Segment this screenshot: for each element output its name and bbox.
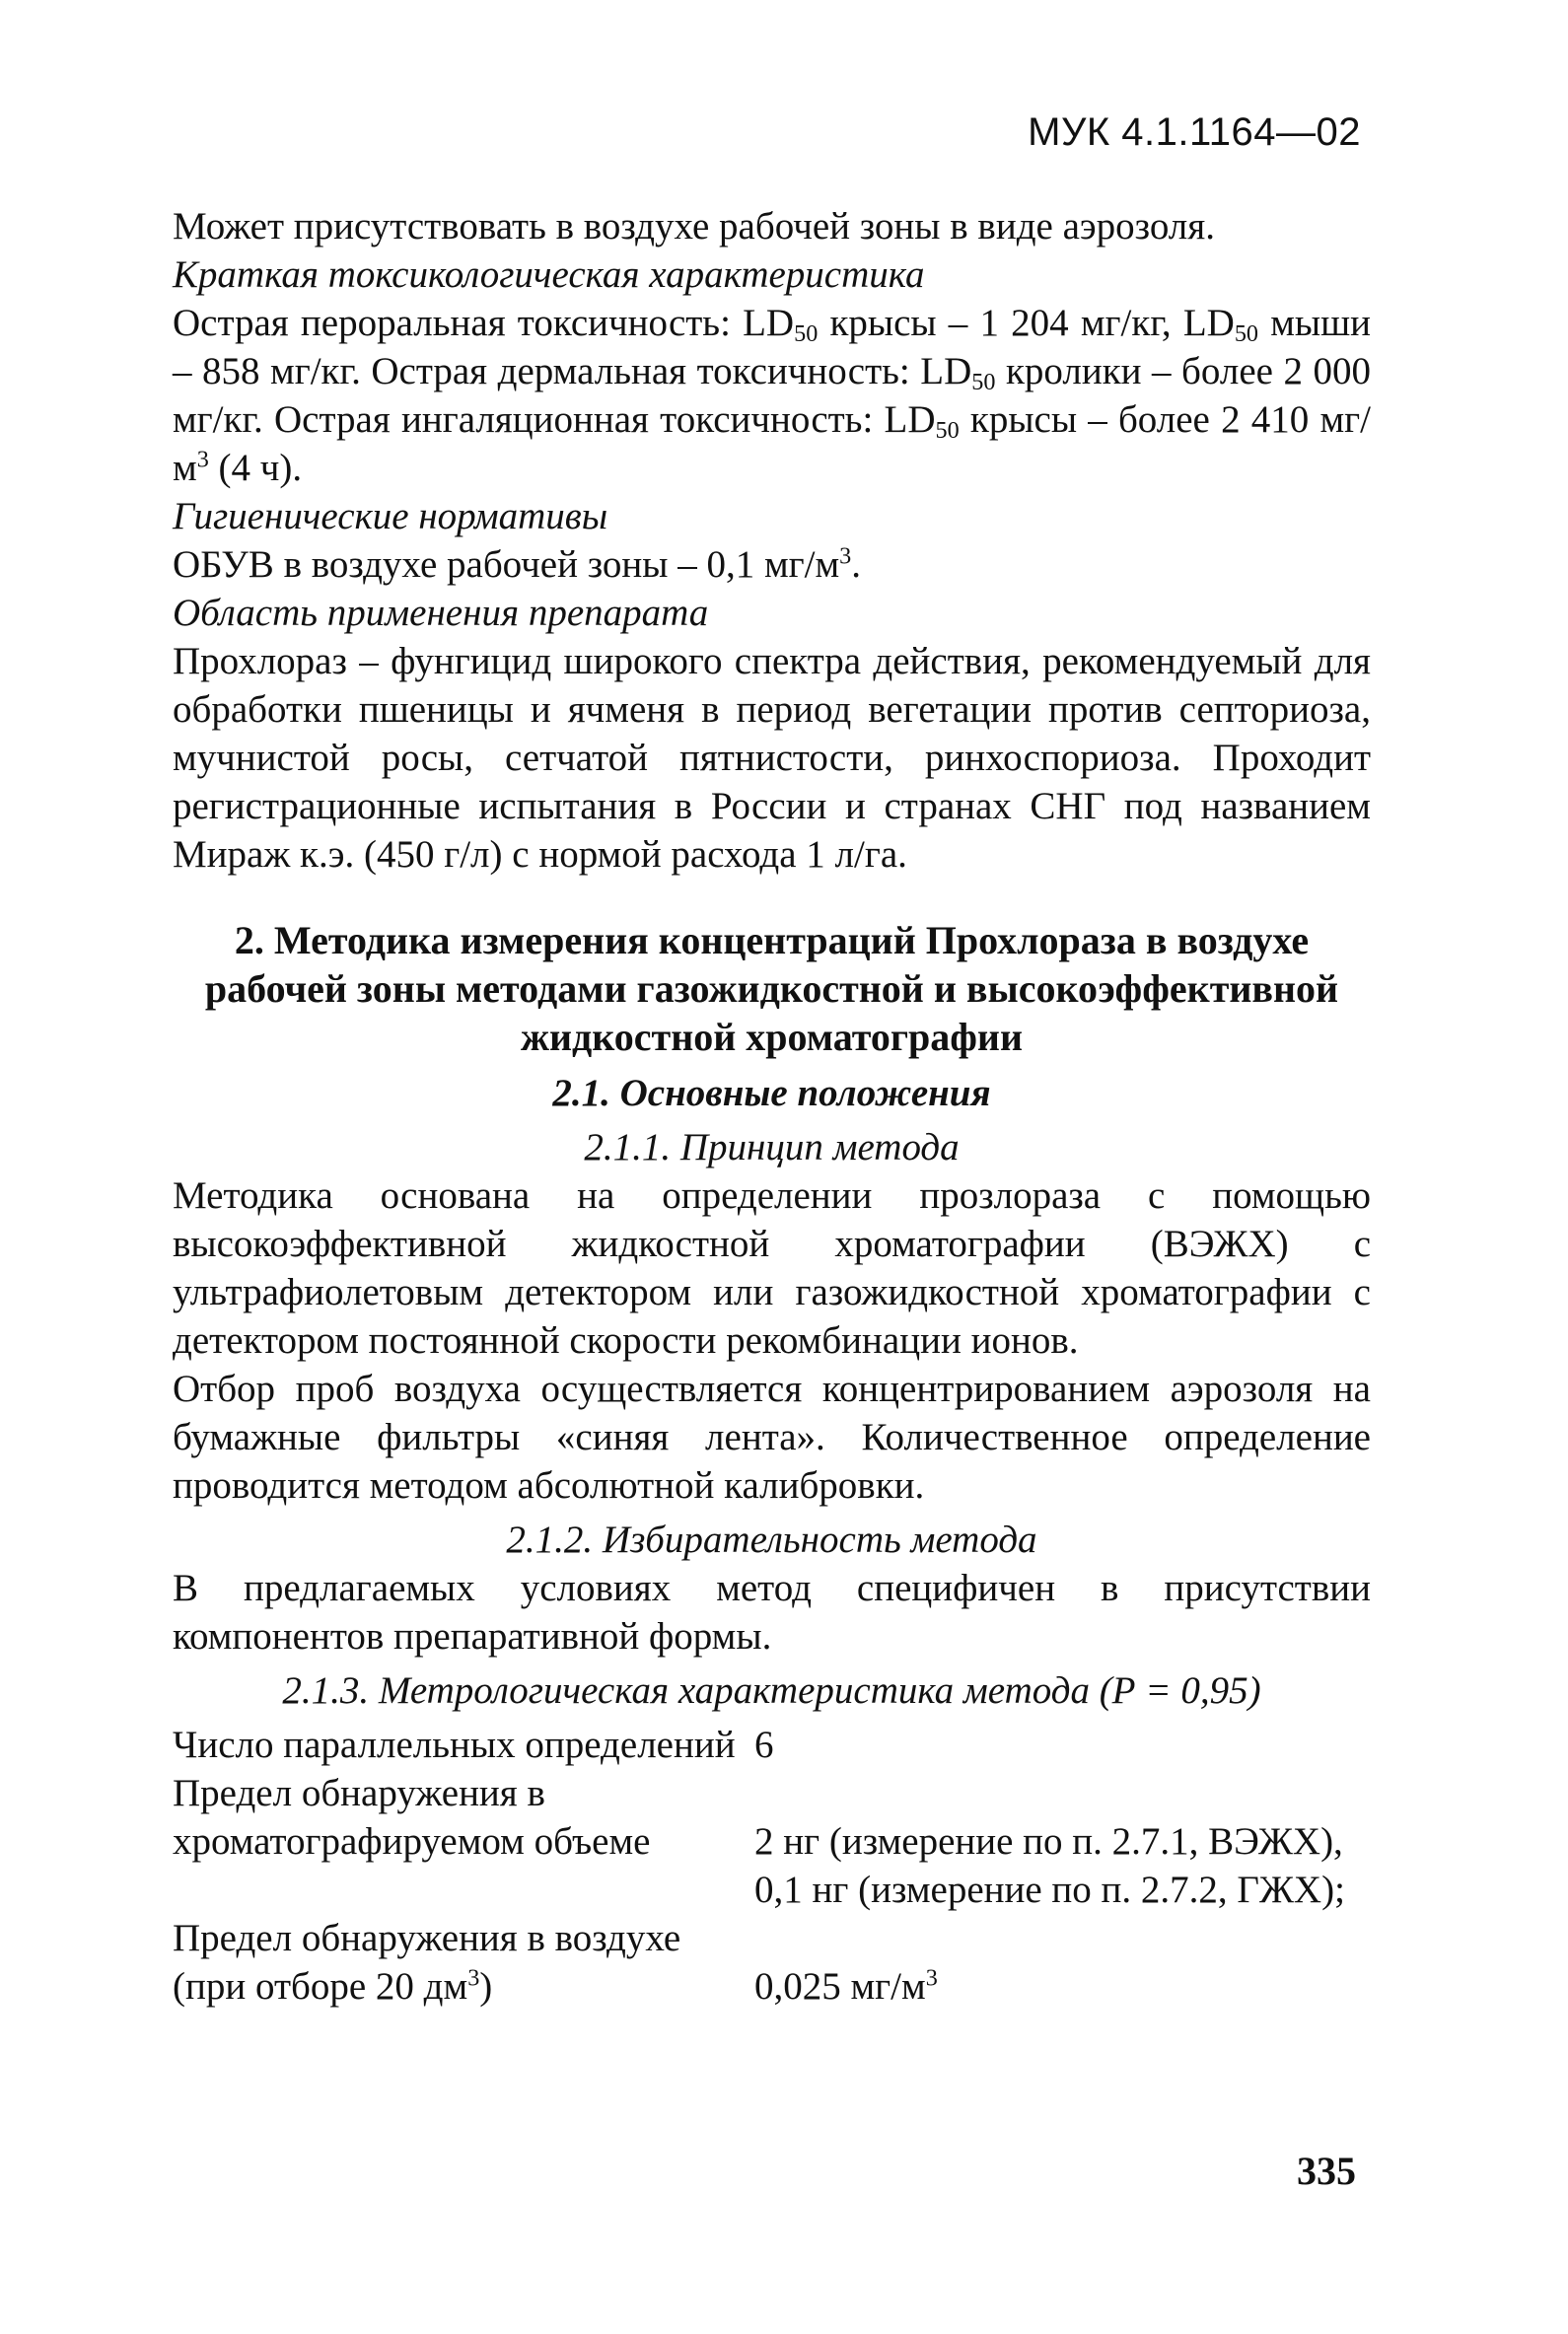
- table-row: [173, 1769, 1371, 1817]
- hygiene-text-end: .: [851, 543, 861, 586]
- document-code-header: МУК 4.1.1164—02: [1028, 110, 1361, 154]
- lod-label-2: хроматографируемом объеме: [173, 1820, 651, 1863]
- air-value: [754, 1962, 1371, 2011]
- table-row: [173, 1817, 1371, 1866]
- hygiene-paragraph: [173, 540, 1371, 589]
- parallel-label: Число параллельных определений: [173, 1724, 736, 1766]
- parallel-value: 6: [754, 1724, 774, 1766]
- selectivity-paragraph: В предлагаемых условиях метод специфичен в присутствии компонентов препаративной формы.: [173, 1567, 1371, 1658]
- table-row: [173, 1914, 1371, 1962]
- aerosol-text: Может присутствовать в воздухе рабочей зоны в виде аэрозоля.: [173, 205, 1215, 248]
- metrology-table: [173, 1721, 1371, 2011]
- subsection-2-1-2-title: 2.1.2. Избирательность метода: [506, 1519, 1037, 1561]
- page-content: [173, 202, 1371, 2011]
- tox-part-1: Острая пероральная токсичность: LD: [173, 302, 795, 344]
- tox-paragraph: [173, 299, 1371, 492]
- empty-cell: [754, 1769, 1371, 1817]
- subsection-2-1-3-title: 2.1.3. Метрологическая характеристика метода (Р = 0,95): [282, 1669, 1261, 1712]
- ld-subscript: 50: [935, 417, 960, 445]
- lod-value-1: 2 нг (измерение по п. 2.7.1, ВЭЖХ),: [754, 1820, 1343, 1863]
- tox-part-5: крысы – более 2 410 мг/м: [173, 398, 1371, 489]
- air-label-close: ): [479, 1965, 493, 2008]
- scope-heading: Область применения препарата: [173, 592, 709, 634]
- air-label-text: (при отборе 20 дм: [173, 1965, 468, 2008]
- tox-part-6: (4 ч).: [208, 447, 303, 489]
- cube-superscript: 3: [196, 446, 209, 473]
- page-number: 335: [1297, 2149, 1356, 2193]
- lod-label-1: Предел обнаружения в: [173, 1772, 545, 1814]
- hygiene-heading: Гигиенические нормативы: [173, 495, 608, 537]
- ld-subscript: 50: [1234, 320, 1259, 348]
- air-value-text: 0,025 мг/м: [754, 1965, 926, 2008]
- section-2-title: 2. Методика измерения концентраций Прохлораза в воздухе рабочей зоны методами газожидкостной и высокоэффективной жидкостной хроматографии: [204, 918, 1339, 1059]
- ld-subscript: 50: [971, 369, 996, 396]
- empty-cell: [173, 1866, 754, 1914]
- table-row: [173, 1962, 1371, 2011]
- principle-paragraph-2: Отбор проб воздуха осуществляется концентрированием аэрозоля на бумажные фильтры «синяя лента». Количественное определение проводится методом абсолютной калибровки.: [173, 1368, 1371, 1507]
- tox-part-3: мыши – 858 мг/кг. Острая дермальная токсичность: LD: [173, 302, 1371, 392]
- table-row: [173, 1866, 1371, 1914]
- table-row: [173, 1721, 1371, 1769]
- principle-paragraph-1: Методика основана на определении прозлораза с помощью высокоэффективной жидкостной хроматографии (ВЭЖХ) с ультрафиолетовым детектором или газожидкостной хроматографии с детектором постоянной скорости рекомбинации ионов.: [173, 1174, 1371, 1362]
- subsection-2-1-1-title: 2.1.1. Принцип метода: [584, 1126, 960, 1168]
- subsection-2-1-title: 2.1. Основные положения: [552, 1072, 991, 1114]
- lod-value-2: 0,1 нг (измерение по п. 2.7.2, ГЖХ);: [754, 1869, 1345, 1911]
- tox-part-4: кролики – более 2 000 мг/кг. Острая ингаляционная токсичность: LD: [173, 350, 1371, 441]
- empty-cell: [754, 1914, 1371, 1962]
- ld-subscript: 50: [794, 320, 819, 348]
- cube-superscript: 3: [839, 542, 852, 570]
- cube-superscript: 3: [467, 1964, 480, 1992]
- scope-paragraph: Прохлораз – фунгицид широкого спектра действия, рекомендуемый для обработки пшеницы и ячменя в период вегетации против септориоза, мучнистой росы, сетчатой пятнистости, ринхоспориоза. Проходит регистрационные испытания в России и странах СНГ под названием Мираж к.э. (450 г/л) с нормой расхода 1 л/га.: [173, 640, 1371, 876]
- air-label-1: Предел обнаружения в воздухе: [173, 1917, 681, 1959]
- hygiene-text: ОБУВ в воздухе рабочей зоны – 0,1 мг/м: [173, 543, 840, 586]
- tox-part-2: крысы – 1 204 мг/кг, LD: [818, 302, 1235, 344]
- air-label-2: [173, 1962, 754, 2011]
- aerosol-line: [173, 202, 1371, 250]
- tox-heading: Краткая токсикологическая характеристика: [173, 253, 925, 296]
- cube-superscript: 3: [925, 1964, 938, 1992]
